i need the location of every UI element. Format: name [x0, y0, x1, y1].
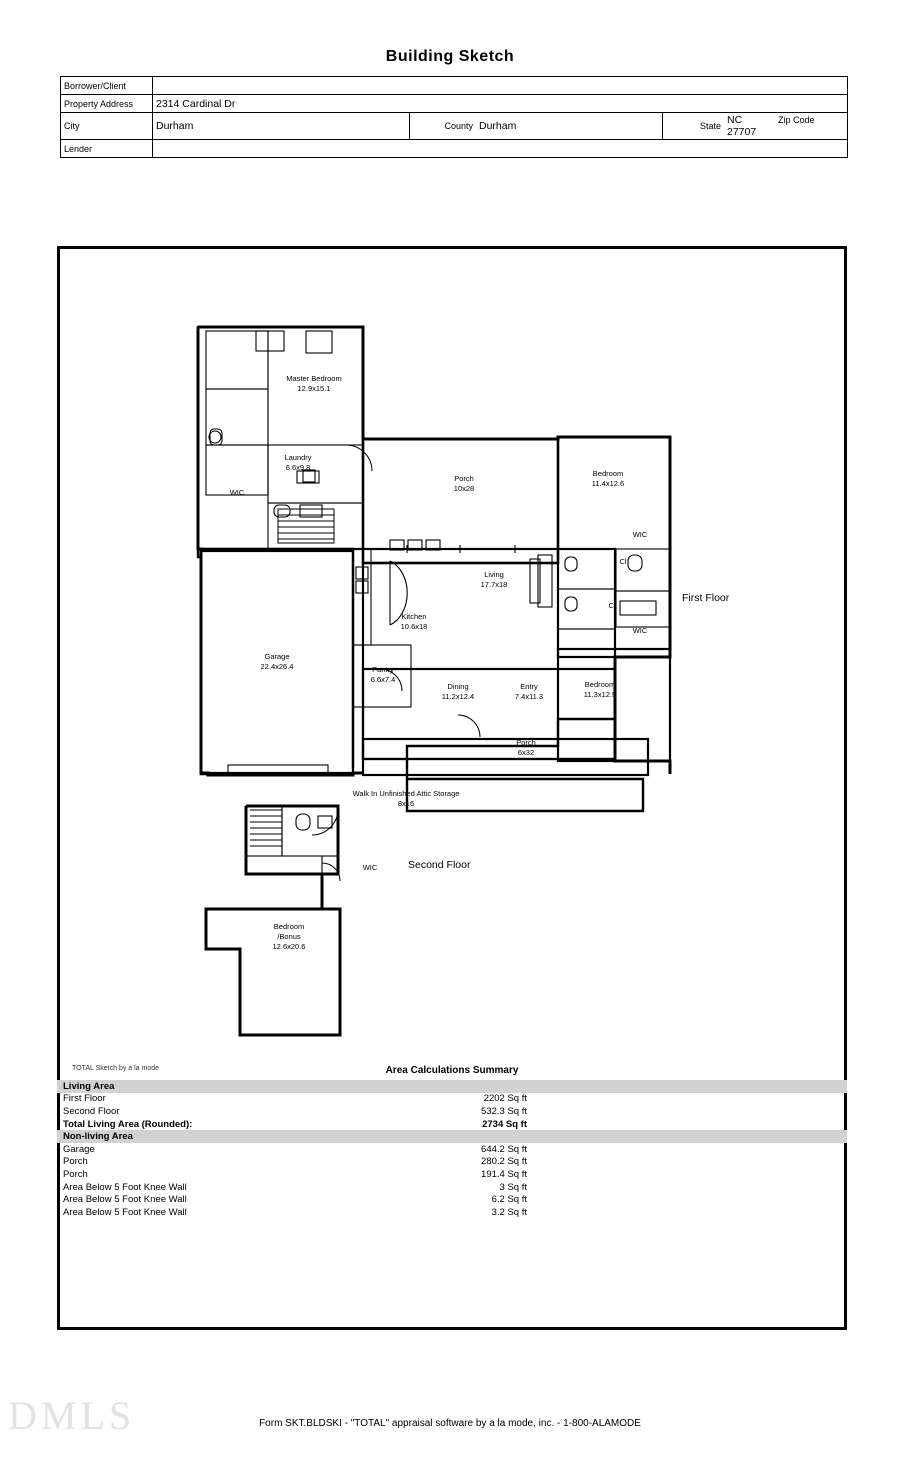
- state-value: NC: [727, 114, 743, 126]
- table-row: [57, 1206, 847, 1219]
- row-label: Area Below 5 Foot Knee Wall: [63, 1194, 187, 1206]
- label-porch-2-dim: 6x32: [517, 748, 535, 757]
- row-value: 6.2 Sq ft: [491, 1194, 527, 1206]
- row-label: Second Floor: [63, 1105, 120, 1117]
- state-label: State: [663, 113, 725, 140]
- state-value-and-zip: [724, 113, 848, 140]
- header-row-city: [61, 113, 848, 140]
- area-calc-heading: Area Calculations Summary: [385, 1065, 519, 1076]
- label-wic-4: WIC: [362, 863, 378, 872]
- sketch-credit: TOTAL Sketch by a la mode: [72, 1065, 160, 1072]
- row-label: Porch: [63, 1168, 88, 1180]
- table-row: [57, 1143, 847, 1156]
- label-bedroom-2: Bedroom: [592, 469, 624, 478]
- label-laundry: Laundry: [284, 453, 312, 462]
- row-label: Area Below 5 Foot Knee Wall: [63, 1181, 187, 1193]
- label-living: Living: [484, 570, 504, 579]
- zip-value: 27707: [727, 126, 757, 138]
- row-label: Total Living Area (Rounded):: [63, 1118, 193, 1130]
- address-value: 2314 Cardinal Dr: [153, 95, 848, 113]
- label-second-floor: Second Floor: [408, 859, 471, 871]
- label-dining: Dining: [447, 682, 469, 691]
- page-footer: Form SKT.BLDSKI - "TOTAL" appraisal software by a la mode, inc. - 1-800-ALAMODE: [259, 1418, 641, 1429]
- lender-value: [153, 140, 848, 158]
- label-entry-dim: 7.4x11.3: [514, 692, 544, 701]
- label-pantry: Pantry: [372, 665, 394, 674]
- table-row-total: [57, 1118, 847, 1131]
- table-row: [57, 1093, 847, 1106]
- nonliving-area-heading: Non-living Area: [57, 1130, 847, 1143]
- row-value: 644.2 Sq ft: [481, 1143, 527, 1155]
- label-master-dim: 12.9x15.1: [297, 384, 331, 393]
- label-closet-1: Cl: [619, 557, 627, 566]
- label-porch-1: Porch: [454, 474, 474, 483]
- label-pantry-dim: 6.6x7.4: [370, 675, 396, 684]
- borrower-label: Borrower/Client: [61, 77, 153, 95]
- label-bedroom-3: Bedroom: [584, 680, 616, 689]
- label-porch-2: Porch: [516, 738, 536, 747]
- row-label: Porch: [63, 1156, 88, 1168]
- label-bedroom-2-dim: 11.4x12.6: [591, 479, 625, 488]
- row-label: Area Below 5 Foot Knee Wall: [63, 1206, 187, 1218]
- row-value: 3.2 Sq ft: [491, 1206, 527, 1218]
- watermark: DMLS: [8, 1393, 136, 1438]
- label-porch-1-dim: 10x28: [453, 484, 475, 493]
- area-calculations-summary: [57, 1080, 847, 1219]
- label-bedroom-3-dim: 11.3x12.5: [583, 690, 617, 699]
- table-row: [57, 1181, 847, 1194]
- table-row: [57, 1193, 847, 1206]
- header-row-address: [61, 95, 848, 113]
- header-row-lender: [61, 140, 848, 158]
- label-living-dim: 17.7x18: [480, 580, 508, 589]
- row-label: Garage: [63, 1143, 95, 1155]
- label-wic-1: WIC: [229, 488, 245, 497]
- label-master-bedroom: Master Bedroom: [286, 374, 342, 383]
- zip-label: Zip Code: [778, 115, 815, 125]
- property-header-table: [60, 76, 848, 158]
- area-table: [57, 1080, 847, 1219]
- city-label: City: [61, 113, 153, 140]
- county-label: County: [444, 121, 473, 131]
- address-label: Property Address: [61, 95, 153, 113]
- label-laundry-dim: 6.6x9.8: [285, 463, 311, 472]
- label-attic-dim: 8x16: [397, 799, 415, 808]
- label-bonus-2: /Bonus: [277, 932, 301, 941]
- section-nonliving-area: [57, 1130, 847, 1143]
- row-value: 532.3 Sq ft: [481, 1105, 527, 1117]
- header-row-borrower: [61, 77, 848, 95]
- row-label: First Floor: [63, 1093, 106, 1105]
- row-value: 2734 Sq ft: [482, 1118, 527, 1130]
- page-title: Building Sketch: [385, 48, 515, 65]
- table-row: [57, 1168, 847, 1181]
- city-value: Durham: [153, 113, 410, 140]
- label-kitchen-dim: 10.6x18: [400, 622, 428, 631]
- borrower-value: [153, 77, 848, 95]
- label-bonus-dim: 12.6x20.6: [272, 942, 306, 951]
- table-row: [57, 1156, 847, 1169]
- label-entry: Entry: [520, 682, 538, 691]
- row-value: 2202 Sq ft: [483, 1093, 527, 1105]
- section-living-area: [57, 1080, 847, 1093]
- label-closet-2: Cl: [608, 601, 616, 610]
- label-garage-dim: 22.4x26.4: [260, 662, 294, 671]
- county-value: Durham: [476, 113, 663, 140]
- label-wic-2: WIC: [632, 530, 648, 539]
- row-value: 280.2 Sq ft: [481, 1156, 527, 1168]
- lender-label: Lender: [61, 140, 153, 158]
- row-value: 3 Sq ft: [499, 1181, 527, 1193]
- row-value: 191.4 Sq ft: [481, 1168, 527, 1180]
- label-garage: Garage: [264, 652, 290, 661]
- label-first-floor: First Floor: [682, 592, 730, 604]
- label-dining-dim: 11.2x12.4: [441, 692, 475, 701]
- label-attic: Walk In Unfinished Attic Storage: [352, 789, 460, 798]
- label-kitchen: Kitchen: [401, 612, 427, 621]
- table-row: [57, 1105, 847, 1118]
- label-bonus: Bedroom: [273, 922, 305, 931]
- living-area-heading: Living Area: [57, 1080, 847, 1093]
- label-wic-3: WIC: [632, 626, 648, 635]
